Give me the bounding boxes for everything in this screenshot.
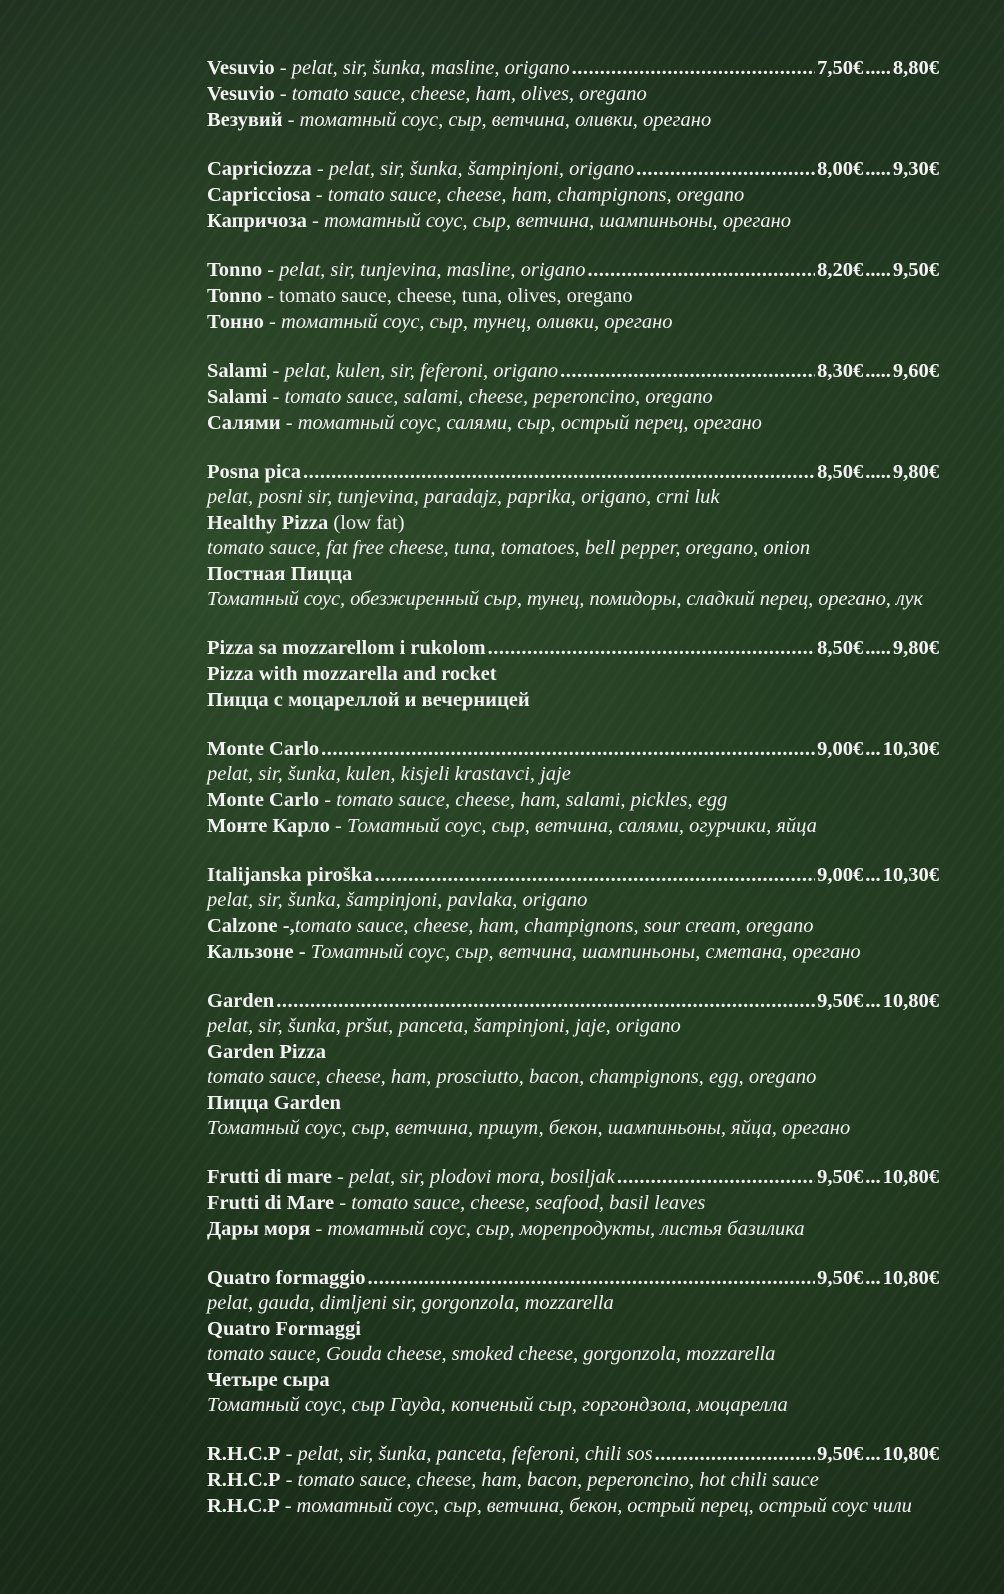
item-line-russian: Монте Карло - Томатный соус, сыр, ветчина, салями, огурчики, яйца xyxy=(207,815,817,837)
item-description: pelat, sir, tunjevina, masline, origano xyxy=(279,259,586,281)
price-large: 10,80€ xyxy=(882,1443,939,1465)
price-large: 9,50€ xyxy=(892,259,939,281)
price-small: 9,50€ xyxy=(817,990,864,1012)
dot-leader xyxy=(655,1441,815,1467)
menu-item-pizza-mozzarella-rukola xyxy=(207,635,939,713)
item-title-row: Monte Carlo ..... 9,00€ ... 10,30€ xyxy=(207,736,939,762)
item-title-row: Quatro formaggio ..... 9,50€ ... 10,80€ xyxy=(207,1265,939,1291)
price-large: 10,80€ xyxy=(882,1166,939,1188)
menu-item-italijanska-piroska xyxy=(207,862,939,965)
item-description: pelat, sir, šunka, kulen, kisjeli krastavci, jaje xyxy=(207,763,571,785)
item-description-russian: Томатный соус, сыр, ветчина, пршут, бекон, шампиньоны, яйца, орегано xyxy=(207,1117,851,1139)
price-large: 10,30€ xyxy=(882,864,939,886)
item-name-english: Garden Pizza xyxy=(207,1041,326,1063)
item-line-russian: Салями - томатный соус, салями, сыр, острый перец, орегано xyxy=(207,412,762,434)
price-large: 10,30€ xyxy=(882,738,939,760)
item-title-row: Italijanska piroška ..... 9,00€ ... 10,30€ xyxy=(207,862,939,888)
item-description-russian: Томатный соус, обезжиренный сыр, тунец, помидоры, сладкий перец, орегано, лук xyxy=(207,588,923,610)
price-small: 9,00€ xyxy=(817,738,864,760)
item-name: Vesuvio xyxy=(207,57,275,79)
item-line-english: Salami - tomato sauce, salami, cheese, peperoncino, oregano xyxy=(207,386,713,408)
item-line-english: Vesuvio - tomato sauce, cheese, ham, olives, oregano xyxy=(207,83,647,105)
item-description: pelat, sir, šunka, masline, origano xyxy=(291,57,570,79)
price-small: 8,30€ xyxy=(817,360,864,382)
item-description: pelat, posni sir, tunjevina, paradajz, paprika, origano, crni luk xyxy=(207,486,720,508)
dot-leader xyxy=(374,862,815,888)
menu-item-capriciozza xyxy=(207,156,939,234)
item-name: Italijanska piroška xyxy=(207,864,373,886)
item-title-row: Tonno - pelat, sir, tunjevina, masline, origano ..... 8,20€ ..... 9,50€ xyxy=(207,257,939,283)
dot-leader xyxy=(617,1164,815,1190)
price-small: 9,50€ xyxy=(817,1166,864,1188)
dot-leader xyxy=(560,358,815,384)
item-description-english: tomato sauce, Gouda cheese, smoked cheese, gorgonzola, mozzarella xyxy=(207,1343,776,1365)
menu-item-tonno xyxy=(207,257,939,335)
price-large: 10,80€ xyxy=(882,1267,939,1289)
price-large: 9,60€ xyxy=(892,360,939,382)
price-small: 8,50€ xyxy=(817,637,864,659)
item-name-russian: Пицца с моцареллой и вечерницей xyxy=(207,689,530,711)
item-description: pelat, sir, šunka, šampinjoni, pavlaka, origano xyxy=(207,889,588,911)
item-title-row: Garden ..... 9,50€ ... 10,80€ xyxy=(207,988,939,1014)
item-description: pelat, sir, šunka, panceta, feferoni, chili sos xyxy=(297,1443,653,1465)
item-name: R.H.C.P xyxy=(207,1443,281,1465)
item-description: pelat, sir, plodovi mora, bosiljak xyxy=(348,1166,615,1188)
item-name-english: Healthy Pizza (low fat) xyxy=(207,512,405,534)
menu-item-posna-pica xyxy=(207,459,939,612)
item-line-english: Frutti di Mare - tomato sauce, cheese, seafood, basil leaves xyxy=(207,1192,706,1214)
price-small: 7,50€ xyxy=(817,57,864,79)
item-title-row: Vesuvio - pelat, sir, šunka, masline, origano ..... 7,50€ ..... 8,80€ xyxy=(207,55,939,81)
item-name-english: Quatro Formaggi xyxy=(207,1318,361,1340)
item-name: Quatro formaggio xyxy=(207,1267,366,1289)
item-name: Garden xyxy=(207,990,275,1012)
item-name: Tonno xyxy=(207,259,263,281)
price-large: 8,80€ xyxy=(892,57,939,79)
price-large: 9,80€ xyxy=(892,637,939,659)
item-name: Pizza sa mozzarellom i rukolom xyxy=(207,637,486,659)
item-description: pelat, kulen, sir, feferoni, origano xyxy=(284,360,559,382)
item-description-english: tomato sauce, cheese, ham, prosciutto, bacon, champignons, egg, oregano xyxy=(207,1066,817,1088)
item-line-english: Calzone -,tomato sauce, cheese, ham, champignons, sour cream, oregano xyxy=(207,915,814,937)
dot-leader xyxy=(636,156,815,182)
item-description: pelat, sir, šunka, šampinjoni, origano xyxy=(328,158,635,180)
price-small: 8,50€ xyxy=(817,461,864,483)
menu-item-quatro-formaggio xyxy=(207,1265,939,1418)
item-description-russian: Томатный соус, сыр Гауда, копченый сыр, горгондзола, моцарелла xyxy=(207,1394,788,1416)
item-title-row: Salami - pelat, kulen, sir, feferoni, origano ..... 8,30€ ..... 9,60€ xyxy=(207,358,939,384)
dot-leader xyxy=(367,1265,815,1291)
item-name: Salami xyxy=(207,360,268,382)
item-line-english: R.H.C.P - tomato sauce, cheese, ham, bacon, peperoncino, hot chili sauce xyxy=(207,1469,819,1491)
dot-leader xyxy=(588,257,816,283)
item-line-russian: Кальзоне - Томатный соус, сыр, ветчина, шампиньоны, сметана, орегано xyxy=(207,941,861,963)
item-line-russian: R.H.C.P - томатный соус, сыр, ветчина, бекон, острый перец, острый соус чили xyxy=(207,1495,912,1517)
item-name: Capriciozza xyxy=(207,158,312,180)
price-small: 9,00€ xyxy=(817,864,864,886)
dot-leader xyxy=(488,635,816,661)
dot-leader xyxy=(303,459,815,485)
item-title-row: Capriciozza - pelat, sir, šunka, šampinjoni, origano ..... 8,00€ ..... 9,30€ xyxy=(207,156,939,182)
dot-leader xyxy=(572,55,816,81)
item-name: Monte Carlo xyxy=(207,738,320,760)
menu-item-vesuvio xyxy=(207,55,939,133)
dot-leader xyxy=(276,988,815,1014)
menu-item-frutti-di-mare xyxy=(207,1164,939,1242)
item-line-english: Tonno - tomato sauce, cheese, tuna, olives, oregano xyxy=(207,285,633,307)
price-large: 9,80€ xyxy=(892,461,939,483)
price-large: 10,80€ xyxy=(882,990,939,1012)
item-description: pelat, sir, šunka, pršut, panceta, šampinjoni, jaje, origano xyxy=(207,1015,681,1037)
price-small: 9,50€ xyxy=(817,1267,864,1289)
item-title-row: R.H.C.P - pelat, sir, šunka, panceta, feferoni, chili sos ..... 9,50€ ... 10,80€ xyxy=(207,1441,939,1467)
item-name-russian: Постная Пицца xyxy=(207,563,353,585)
item-line-russian: Везувий - томатный соус, сыр, ветчина, оливки, орегано xyxy=(207,109,712,131)
menu-item-monte-carlo xyxy=(207,736,939,839)
item-description: pelat, gauda, dimljeni sir, gorgonzola, mozzarella xyxy=(207,1292,614,1314)
item-name-russian: Пицца Garden xyxy=(207,1092,341,1114)
item-title-row: Posna pica ..... 8,50€ ..... 9,80€ xyxy=(207,459,939,485)
item-title-row: Pizza sa mozzarellom i rukolom ..... 8,50€ ..... 9,80€ xyxy=(207,635,939,661)
item-description-english: tomato sauce, fat free cheese, tuna, tomatoes, bell pepper, oregano, onion xyxy=(207,537,811,559)
price-small: 8,00€ xyxy=(817,158,864,180)
menu-item-rhcp xyxy=(207,1441,939,1519)
menu-item-garden xyxy=(207,988,939,1141)
item-line-russian: Тонно - томатный соус, сыр, тунец, оливки, орегано xyxy=(207,311,673,333)
item-name: Posna pica xyxy=(207,461,301,483)
price-large: 9,30€ xyxy=(892,158,939,180)
item-line-english: Capricciosa - tomato sauce, cheese, ham, champignons, oregano xyxy=(207,184,745,206)
dot-leader xyxy=(321,736,815,762)
item-title-row: Frutti di mare - pelat, sir, plodovi mora, bosiljak ..... 9,50€ ... 10,80€ xyxy=(207,1164,939,1190)
price-small: 8,20€ xyxy=(817,259,864,281)
item-line-english: Monte Carlo - tomato sauce, cheese, ham, salami, pickles, egg xyxy=(207,789,728,811)
item-name-english: Pizza with mozzarella and rocket xyxy=(207,663,497,685)
menu-item-salami xyxy=(207,358,939,436)
item-line-russian: Капричоза - томатный соус, сыр, ветчина, шампиньоны, орегано xyxy=(207,210,792,232)
pizza-menu xyxy=(207,55,939,1542)
price-small: 9,50€ xyxy=(817,1443,864,1465)
item-line-russian: Дары моря - томатный соус, сыр, морепродукты, листья базилика xyxy=(207,1218,805,1240)
item-name-russian: Четыре сыра xyxy=(207,1369,330,1391)
item-name: Frutti di mare xyxy=(207,1166,332,1188)
